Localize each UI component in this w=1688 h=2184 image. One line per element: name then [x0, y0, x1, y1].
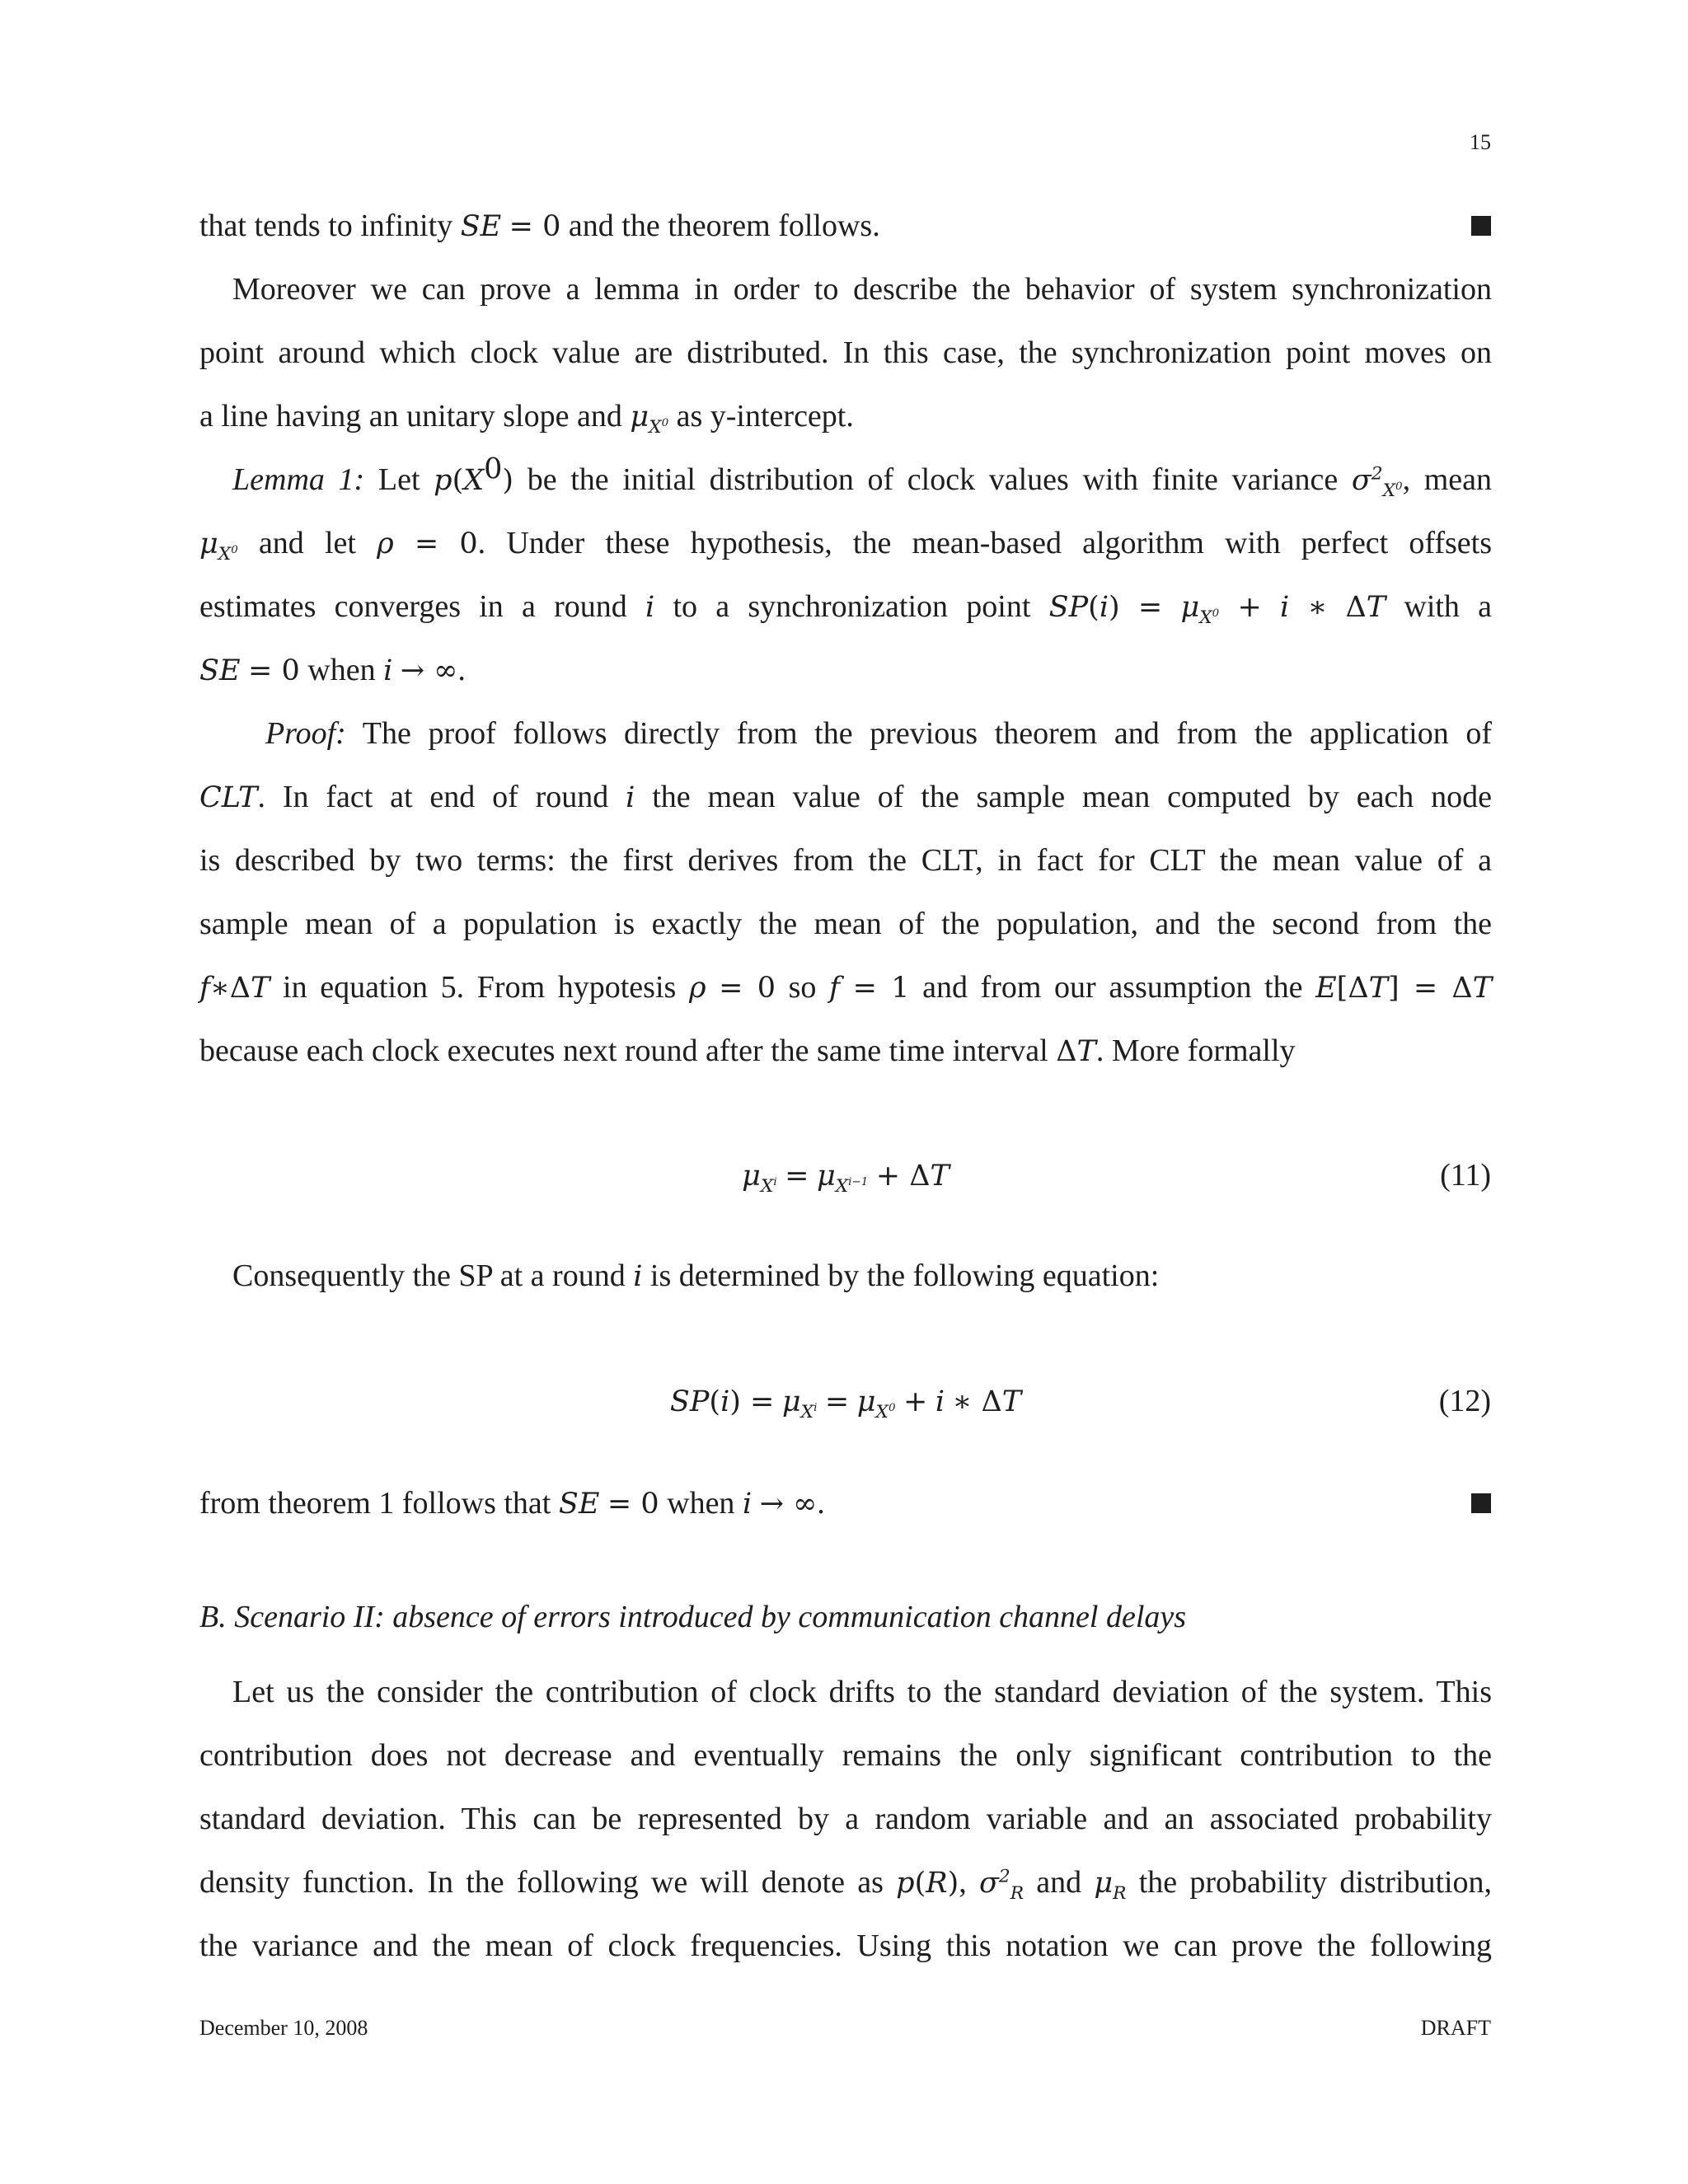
text-line: standard deviation. This can be represented by a random variable and an associated probability: [199, 1802, 1492, 1836]
text-line: the variance and the mean of clock frequencies. Using this notation we can prove the following: [199, 1929, 1492, 1963]
text-line: contribution does not decrease and eventually remains the only significant contribution to the: [199, 1738, 1492, 1773]
section-heading: B. Scenario II: absence of errors introduced by communication channel delays: [199, 1600, 1187, 1634]
lemma-line: $\mu_{X^0}$ and let ρ = 0. Under these hypothesis, the mean-based algorithm with perfect offsets: [199, 526, 1493, 565]
proof-line: because each clock executes next round after the same time interval ΔT. More formally: [199, 1033, 1296, 1068]
text-line: a line having an unitary slope and $\mu_{X^0}$ as y-intercept.: [199, 399, 854, 438]
lemma-line: estimates converges in a round i to a synchronization point $SP(i) = \mu_{X^0} + i$ ∗ ΔT with a: [199, 589, 1493, 628]
text-line: that tends to infinity SE = 0 and the theorem follows.: [199, 209, 880, 243]
equation-number: (11): [1440, 1158, 1491, 1193]
proof-line: CLT. In fact at end of round i the mean value of the sample mean computed by each node: [199, 780, 1493, 814]
qed-mark: [1471, 216, 1491, 236]
proof-line: is described by two terms: the first derives from the CLT, in fact for CLT the mean value of a: [199, 843, 1492, 878]
proof-line: Proof: The proof follows directly from the previous theorem and from the application of: [265, 716, 1492, 751]
text-line: density function. In the following we will denote as p(R), $\sigma^2_R$ and $\mu_R$ the probability distribution,: [199, 1865, 1493, 1904]
lemma-line: Lemma 1: Let $p(X^0)$ be the initial distribution of clock values with finite variance $\sigma^2_{X^0}$, mean: [232, 452, 1493, 501]
proof-line: sample mean of a population is exactly the mean of the population, and the second from the: [199, 907, 1492, 941]
lemma-line: SE = 0 when i → ∞.: [199, 653, 466, 687]
proof-line: f∗ΔT in equation 5. From hypotesis ρ = 0 so f = 1 and from our assumption the E[ΔT] = ΔT: [199, 970, 1493, 1005]
page-number: 15: [1470, 130, 1491, 154]
qed-mark: [1471, 1493, 1491, 1513]
equation-11: $\mu_{X^i} = \mu_{X^{i-1}} + \Delta T$: [742, 1160, 950, 1197]
text-line: Consequently the SP at a round i is determined by the following equation:: [232, 1258, 1160, 1293]
equation-12: $SP(i) = \mu_{X^i} = \mu_{X^0} + i$ ∗ ΔT: [669, 1385, 1022, 1422]
equation-number: (12): [1438, 1384, 1491, 1418]
text-line: point around which clock value are distributed. In this case, the synchronization point moves on: [199, 335, 1492, 370]
text-line: Moreover we can prove a lemma in order to describe the behavior of system synchronization: [232, 272, 1492, 307]
footer-date: December 10, 2008: [199, 2016, 368, 2040]
footer-status: DRAFT: [1420, 2016, 1491, 2040]
text-line: Let us the consider the contribution of clock drifts to the standard deviation of the system. This: [232, 1675, 1492, 1709]
text-line: from theorem 1 follows that SE = 0 when i → ∞.: [199, 1486, 825, 1521]
